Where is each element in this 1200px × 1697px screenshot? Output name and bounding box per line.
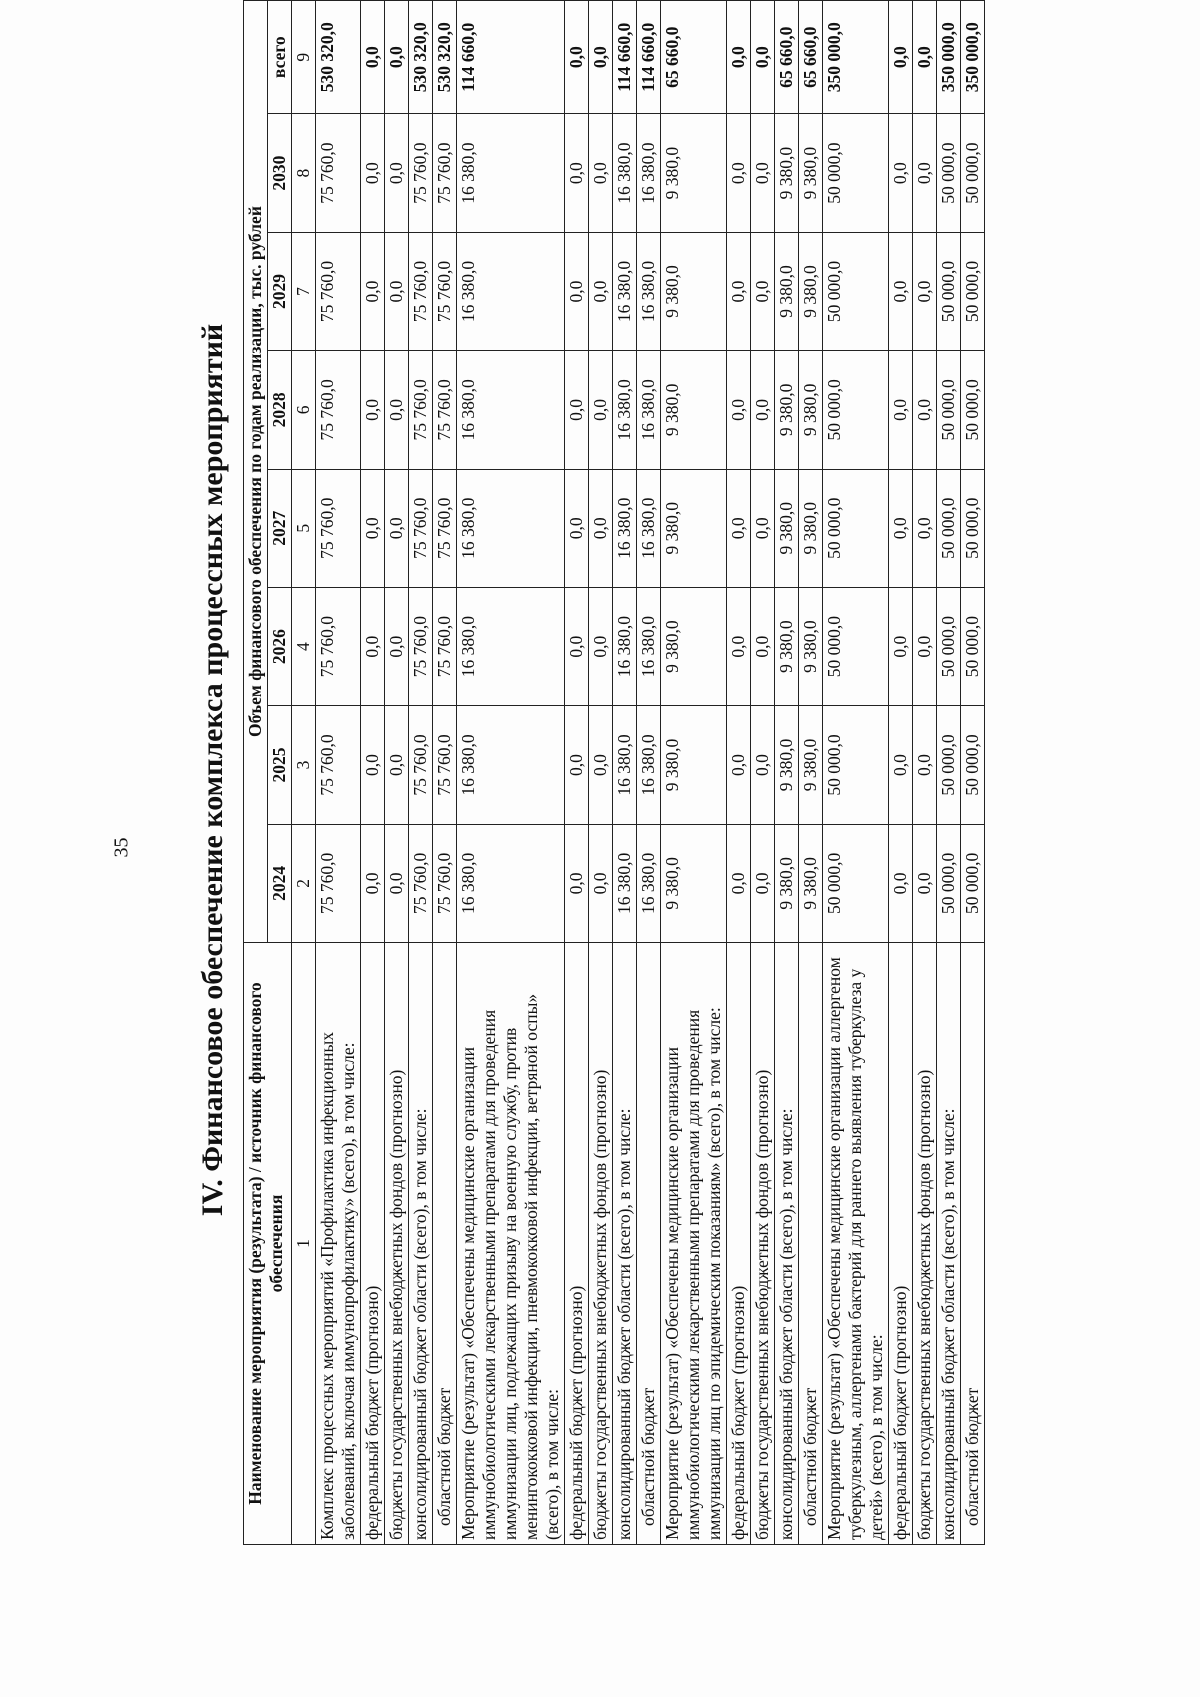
value-cell: 0,0 xyxy=(565,232,589,350)
column-number: 9 xyxy=(292,1,316,114)
row-name: областной бюджет xyxy=(961,943,985,1545)
table-row xyxy=(361,1,385,1545)
row-total-cell: 350 000,0 xyxy=(961,1,985,114)
value-cell: 0,0 xyxy=(751,114,775,232)
value-cell: 50 000,0 xyxy=(823,824,889,942)
table-row xyxy=(433,1,457,1545)
header-year: 2027 xyxy=(268,469,292,587)
value-cell: 75 760,0 xyxy=(409,706,433,824)
header-group: Объем финансового обеспечения по годам реализации, тыс. рублей xyxy=(244,1,268,943)
row-name: консолидированный бюджет области (всего), в том числе: xyxy=(937,943,961,1545)
column-number: 8 xyxy=(292,114,316,232)
value-cell: 0,0 xyxy=(589,824,613,942)
table-row xyxy=(823,1,889,1545)
row-name: Мероприятие (результат) «Обеспечены медицинские организации иммунобиологическими лекарственными препаратами для проведения иммунизации лиц по эпидемическим показаниям» (всего), в том числе: xyxy=(661,943,727,1545)
header-year: 2026 xyxy=(268,587,292,705)
value-cell: 0,0 xyxy=(589,706,613,824)
value-cell: 0,0 xyxy=(913,351,937,469)
row-name: областной бюджет xyxy=(799,943,823,1545)
value-cell: 75 760,0 xyxy=(316,824,361,942)
column-number: 3 xyxy=(292,706,316,824)
row-total-cell: 114 660,0 xyxy=(613,1,637,114)
value-cell: 0,0 xyxy=(385,114,409,232)
value-cell: 9 380,0 xyxy=(661,824,727,942)
value-cell: 0,0 xyxy=(589,587,613,705)
value-cell: 0,0 xyxy=(385,232,409,350)
table-row xyxy=(613,1,637,1545)
value-cell: 75 760,0 xyxy=(409,232,433,350)
value-cell: 75 760,0 xyxy=(433,587,457,705)
value-cell: 75 760,0 xyxy=(409,351,433,469)
value-cell: 75 760,0 xyxy=(409,824,433,942)
value-cell: 0,0 xyxy=(727,114,751,232)
value-cell: 9 380,0 xyxy=(799,587,823,705)
value-cell: 9 380,0 xyxy=(799,232,823,350)
row-total-cell: 0,0 xyxy=(889,1,913,114)
value-cell: 9 380,0 xyxy=(775,824,799,942)
table-row xyxy=(751,1,775,1545)
value-cell: 50 000,0 xyxy=(823,706,889,824)
value-cell: 75 760,0 xyxy=(433,232,457,350)
row-name: Мероприятие (результат) «Обеспечены медицинские организации иммунобиологическими лекарственными препаратами для проведения иммунизации лиц, подлежащих призыву на военную службу, против менингококковой инфекции, пневмококковой инфекции, ветряной оспы» (всего), в том числе: xyxy=(457,943,565,1545)
value-cell: 0,0 xyxy=(913,469,937,587)
value-cell: 75 760,0 xyxy=(316,706,361,824)
value-cell: 9 380,0 xyxy=(775,587,799,705)
column-number: 7 xyxy=(292,232,316,350)
row-name: бюджеты государственных внебюджетных фондов (прогнозно) xyxy=(913,943,937,1545)
row-name: консолидированный бюджет области (всего), в том числе: xyxy=(409,943,433,1545)
value-cell: 16 380,0 xyxy=(457,706,565,824)
value-cell: 50 000,0 xyxy=(937,824,961,942)
value-cell: 0,0 xyxy=(361,232,385,350)
value-cell: 50 000,0 xyxy=(961,232,985,350)
value-cell: 50 000,0 xyxy=(961,469,985,587)
value-cell: 0,0 xyxy=(565,469,589,587)
value-cell: 0,0 xyxy=(385,351,409,469)
value-cell: 9 380,0 xyxy=(775,706,799,824)
value-cell: 0,0 xyxy=(565,706,589,824)
value-cell: 9 380,0 xyxy=(661,351,727,469)
value-cell: 0,0 xyxy=(889,706,913,824)
value-cell: 0,0 xyxy=(565,114,589,232)
value-cell: 0,0 xyxy=(751,351,775,469)
row-name: Мероприятие (результат) «Обеспечены медицинские организации аллергеном туберкулезным, аллергенами бактерий для раннего выявления туберкулеза у детей» (всего), в том числе: xyxy=(823,943,889,1545)
value-cell: 9 380,0 xyxy=(799,824,823,942)
value-cell: 9 380,0 xyxy=(661,469,727,587)
value-cell: 0,0 xyxy=(889,824,913,942)
value-cell: 9 380,0 xyxy=(661,232,727,350)
row-total-cell: 0,0 xyxy=(727,1,751,114)
value-cell: 0,0 xyxy=(361,824,385,942)
value-cell: 16 380,0 xyxy=(457,114,565,232)
value-cell: 75 760,0 xyxy=(316,587,361,705)
value-cell: 75 760,0 xyxy=(409,114,433,232)
value-cell: 0,0 xyxy=(361,469,385,587)
value-cell: 75 760,0 xyxy=(433,114,457,232)
table-row xyxy=(316,1,361,1545)
value-cell: 50 000,0 xyxy=(961,706,985,824)
value-cell: 75 760,0 xyxy=(409,469,433,587)
value-cell: 16 380,0 xyxy=(457,469,565,587)
value-cell: 0,0 xyxy=(889,114,913,232)
value-cell: 50 000,0 xyxy=(937,114,961,232)
value-cell: 50 000,0 xyxy=(961,824,985,942)
table-row xyxy=(661,1,727,1545)
value-cell: 16 380,0 xyxy=(637,706,661,824)
row-total-cell: 114 660,0 xyxy=(457,1,565,114)
row-total-cell: 350 000,0 xyxy=(823,1,889,114)
value-cell: 0,0 xyxy=(751,706,775,824)
value-cell: 0,0 xyxy=(385,587,409,705)
value-cell: 0,0 xyxy=(889,351,913,469)
table-row xyxy=(385,1,409,1545)
value-cell: 50 000,0 xyxy=(961,587,985,705)
row-name: областной бюджет xyxy=(433,943,457,1545)
table-row xyxy=(799,1,823,1545)
value-cell: 75 760,0 xyxy=(433,469,457,587)
value-cell: 75 760,0 xyxy=(316,114,361,232)
financing-table xyxy=(243,0,985,1545)
row-total-cell: 0,0 xyxy=(913,1,937,114)
value-cell: 16 380,0 xyxy=(613,587,637,705)
value-cell: 0,0 xyxy=(589,114,613,232)
value-cell: 0,0 xyxy=(589,232,613,350)
value-cell: 0,0 xyxy=(361,351,385,469)
value-cell: 16 380,0 xyxy=(637,114,661,232)
value-cell: 0,0 xyxy=(565,587,589,705)
row-name: федеральный бюджет (прогнозно) xyxy=(727,943,751,1545)
table-row xyxy=(961,1,985,1545)
value-cell: 16 380,0 xyxy=(613,824,637,942)
header-year: 2024 xyxy=(268,824,292,942)
value-cell: 9 380,0 xyxy=(661,706,727,824)
column-number: 4 xyxy=(292,587,316,705)
row-total-cell: 0,0 xyxy=(751,1,775,114)
value-cell: 16 380,0 xyxy=(457,824,565,942)
value-cell: 9 380,0 xyxy=(799,351,823,469)
value-cell: 9 380,0 xyxy=(775,351,799,469)
value-cell: 50 000,0 xyxy=(937,469,961,587)
value-cell: 0,0 xyxy=(913,587,937,705)
table-row xyxy=(913,1,937,1545)
row-name: областной бюджет xyxy=(637,943,661,1545)
value-cell: 75 760,0 xyxy=(316,469,361,587)
table-row xyxy=(727,1,751,1545)
row-total-cell: 530 320,0 xyxy=(409,1,433,114)
value-cell: 0,0 xyxy=(727,587,751,705)
table-row xyxy=(409,1,433,1545)
value-cell: 50 000,0 xyxy=(823,469,889,587)
table-row xyxy=(637,1,661,1545)
value-cell: 50 000,0 xyxy=(937,232,961,350)
value-cell: 50 000,0 xyxy=(937,706,961,824)
value-cell: 75 760,0 xyxy=(316,232,361,350)
rotated-page-content xyxy=(195,0,982,1555)
row-total-cell: 530 320,0 xyxy=(433,1,457,114)
value-cell: 0,0 xyxy=(385,706,409,824)
column-number: 2 xyxy=(292,824,316,942)
value-cell: 0,0 xyxy=(361,587,385,705)
value-cell: 0,0 xyxy=(727,351,751,469)
row-total-cell: 65 660,0 xyxy=(661,1,727,114)
value-cell: 0,0 xyxy=(727,232,751,350)
value-cell: 0,0 xyxy=(751,587,775,705)
row-name: бюджеты государственных внебюджетных фондов (прогнозно) xyxy=(385,943,409,1545)
page-title: IV. Финансовое обеспечение комплекса процессных мероприятий xyxy=(196,323,229,1217)
row-name: федеральный бюджет (прогнозно) xyxy=(889,943,913,1545)
row-name: бюджеты государственных внебюджетных фондов (прогнозно) xyxy=(589,943,613,1545)
value-cell: 0,0 xyxy=(589,469,613,587)
value-cell: 0,0 xyxy=(889,232,913,350)
value-cell: 16 380,0 xyxy=(637,351,661,469)
value-cell: 0,0 xyxy=(751,469,775,587)
value-cell: 16 380,0 xyxy=(457,351,565,469)
value-cell: 9 380,0 xyxy=(661,114,727,232)
value-cell: 0,0 xyxy=(361,706,385,824)
row-total-cell: 65 660,0 xyxy=(775,1,799,114)
value-cell: 0,0 xyxy=(727,469,751,587)
value-cell: 0,0 xyxy=(385,824,409,942)
value-cell: 0,0 xyxy=(751,232,775,350)
row-total-cell: 114 660,0 xyxy=(637,1,661,114)
value-cell: 50 000,0 xyxy=(823,114,889,232)
value-cell: 16 380,0 xyxy=(613,114,637,232)
value-cell: 50 000,0 xyxy=(937,587,961,705)
row-total-cell: 0,0 xyxy=(385,1,409,114)
row-name: федеральный бюджет (прогнозно) xyxy=(361,943,385,1545)
value-cell: 9 380,0 xyxy=(799,706,823,824)
value-cell: 50 000,0 xyxy=(823,587,889,705)
table-row xyxy=(775,1,799,1545)
row-name: Комплекс процессных мероприятий «Профилактика инфекционных заболеваний, включая иммунопрофилактику» (всего), в том числе: xyxy=(316,943,361,1545)
header-year: 2030 xyxy=(268,114,292,232)
value-cell: 9 380,0 xyxy=(799,469,823,587)
header-name: Наименование мероприятия (результата) / источник финансового обеспечения xyxy=(244,943,292,1545)
row-total-cell: 65 660,0 xyxy=(799,1,823,114)
value-cell: 0,0 xyxy=(889,587,913,705)
value-cell: 75 760,0 xyxy=(316,351,361,469)
table-row xyxy=(889,1,913,1545)
value-cell: 0,0 xyxy=(889,469,913,587)
value-cell: 16 380,0 xyxy=(613,351,637,469)
value-cell: 0,0 xyxy=(727,824,751,942)
value-cell: 9 380,0 xyxy=(799,114,823,232)
value-cell: 16 380,0 xyxy=(457,232,565,350)
value-cell: 16 380,0 xyxy=(613,469,637,587)
table-row xyxy=(589,1,613,1545)
column-number: 5 xyxy=(292,469,316,587)
table-row xyxy=(565,1,589,1545)
row-total-cell: 0,0 xyxy=(589,1,613,114)
value-cell: 9 380,0 xyxy=(775,232,799,350)
value-cell: 75 760,0 xyxy=(433,351,457,469)
header-total: всего xyxy=(268,1,292,114)
table-row xyxy=(457,1,565,1545)
header-year: 2025 xyxy=(268,706,292,824)
value-cell: 50 000,0 xyxy=(823,232,889,350)
value-cell: 16 380,0 xyxy=(637,469,661,587)
value-cell: 0,0 xyxy=(385,469,409,587)
header-year: 2028 xyxy=(268,351,292,469)
value-cell: 0,0 xyxy=(589,351,613,469)
value-cell: 50 000,0 xyxy=(961,351,985,469)
value-cell: 9 380,0 xyxy=(661,587,727,705)
column-number: 1 xyxy=(292,943,316,1545)
value-cell: 0,0 xyxy=(751,824,775,942)
row-name: консолидированный бюджет области (всего), в том числе: xyxy=(613,943,637,1545)
page-number: 35 xyxy=(110,837,133,858)
value-cell: 0,0 xyxy=(727,706,751,824)
value-cell: 16 380,0 xyxy=(613,706,637,824)
row-total-cell: 0,0 xyxy=(361,1,385,114)
value-cell: 75 760,0 xyxy=(433,706,457,824)
value-cell: 0,0 xyxy=(913,706,937,824)
value-cell: 0,0 xyxy=(913,232,937,350)
column-number: 6 xyxy=(292,351,316,469)
value-cell: 50 000,0 xyxy=(937,351,961,469)
value-cell: 16 380,0 xyxy=(637,824,661,942)
header-year: 2029 xyxy=(268,232,292,350)
value-cell: 9 380,0 xyxy=(775,114,799,232)
row-name: бюджеты государственных внебюджетных фондов (прогнозно) xyxy=(751,943,775,1545)
value-cell: 16 380,0 xyxy=(457,587,565,705)
value-cell: 75 760,0 xyxy=(433,824,457,942)
value-cell: 16 380,0 xyxy=(613,232,637,350)
row-total-cell: 350 000,0 xyxy=(937,1,961,114)
row-total-cell: 530 320,0 xyxy=(316,1,361,114)
row-name: консолидированный бюджет области (всего), в том числе: xyxy=(775,943,799,1545)
value-cell: 75 760,0 xyxy=(409,587,433,705)
value-cell: 0,0 xyxy=(565,351,589,469)
value-cell: 0,0 xyxy=(361,114,385,232)
value-cell: 50 000,0 xyxy=(823,351,889,469)
table-row xyxy=(937,1,961,1545)
value-cell: 16 380,0 xyxy=(637,232,661,350)
row-name: федеральный бюджет (прогнозно) xyxy=(565,943,589,1545)
value-cell: 9 380,0 xyxy=(775,469,799,587)
row-total-cell: 0,0 xyxy=(565,1,589,114)
value-cell: 16 380,0 xyxy=(637,587,661,705)
value-cell: 0,0 xyxy=(913,114,937,232)
value-cell: 0,0 xyxy=(913,824,937,942)
value-cell: 0,0 xyxy=(565,824,589,942)
value-cell: 50 000,0 xyxy=(961,114,985,232)
